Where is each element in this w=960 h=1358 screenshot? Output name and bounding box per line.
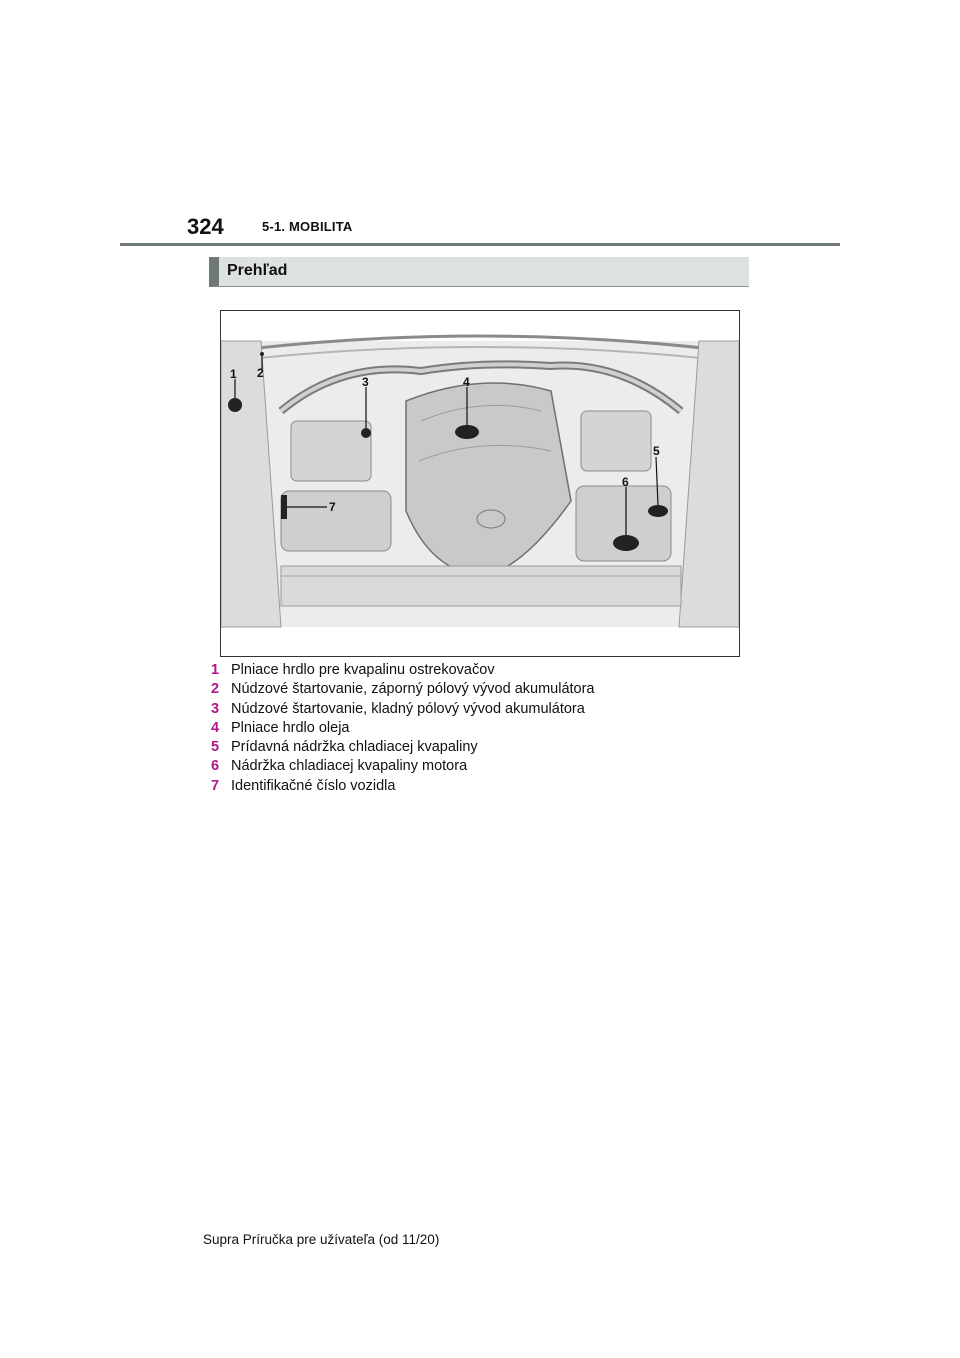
legend-list (211, 662, 595, 797)
legend-item (211, 681, 595, 700)
legend-number: 6 (211, 758, 220, 775)
legend-text: Plniace hrdlo pre kvapalinu ostrekovačov (231, 662, 495, 678)
legend-item (211, 758, 595, 777)
page-footer: Supra Príručka pre užívateľa (od 11/20) (203, 1232, 440, 1247)
legend-number: 5 (211, 739, 220, 756)
legend-item (211, 701, 595, 720)
legend-item (211, 662, 595, 681)
legend-number: 2 (211, 681, 220, 698)
section-title: 5-1. MOBILITA (262, 219, 353, 234)
legend-text: Nádržka chladiacej kvapaliny motora (231, 758, 468, 775)
legend-number: 3 (211, 700, 220, 717)
callout-3: 3 (362, 375, 369, 389)
heading-bar (209, 257, 749, 287)
legend-text: Plniace hrdlo oleja (231, 719, 350, 736)
callout-2: 2 (257, 366, 264, 380)
legend-number: 1 (211, 662, 220, 678)
engine-bay-figure (220, 310, 740, 657)
legend-text: Prídavná nádržka chladiacej kvapaliny (231, 739, 478, 756)
legend-item (211, 720, 595, 739)
callout-7: 7 (329, 500, 336, 514)
legend-text: Identifikačné číslo vozidla (231, 777, 396, 794)
callout-4: 4 (463, 375, 470, 389)
legend-item (211, 739, 595, 758)
legend-number: 4 (211, 719, 220, 736)
callout-6: 6 (622, 475, 629, 489)
heading-title: Prehľad (227, 262, 288, 279)
legend-item (211, 778, 595, 797)
page-number: 324 (187, 214, 224, 239)
legend-number: 7 (211, 777, 220, 794)
callout-5: 5 (653, 444, 660, 458)
header-rule (120, 243, 840, 246)
engine-bay-illustration (221, 311, 739, 656)
legend-text: Núdzové štartovanie, záporný pólový vývod akumulátora (231, 681, 595, 698)
callout-1: 1 (230, 367, 237, 381)
legend-text: Núdzové štartovanie, kladný pólový vývod akumulátora (231, 700, 585, 717)
